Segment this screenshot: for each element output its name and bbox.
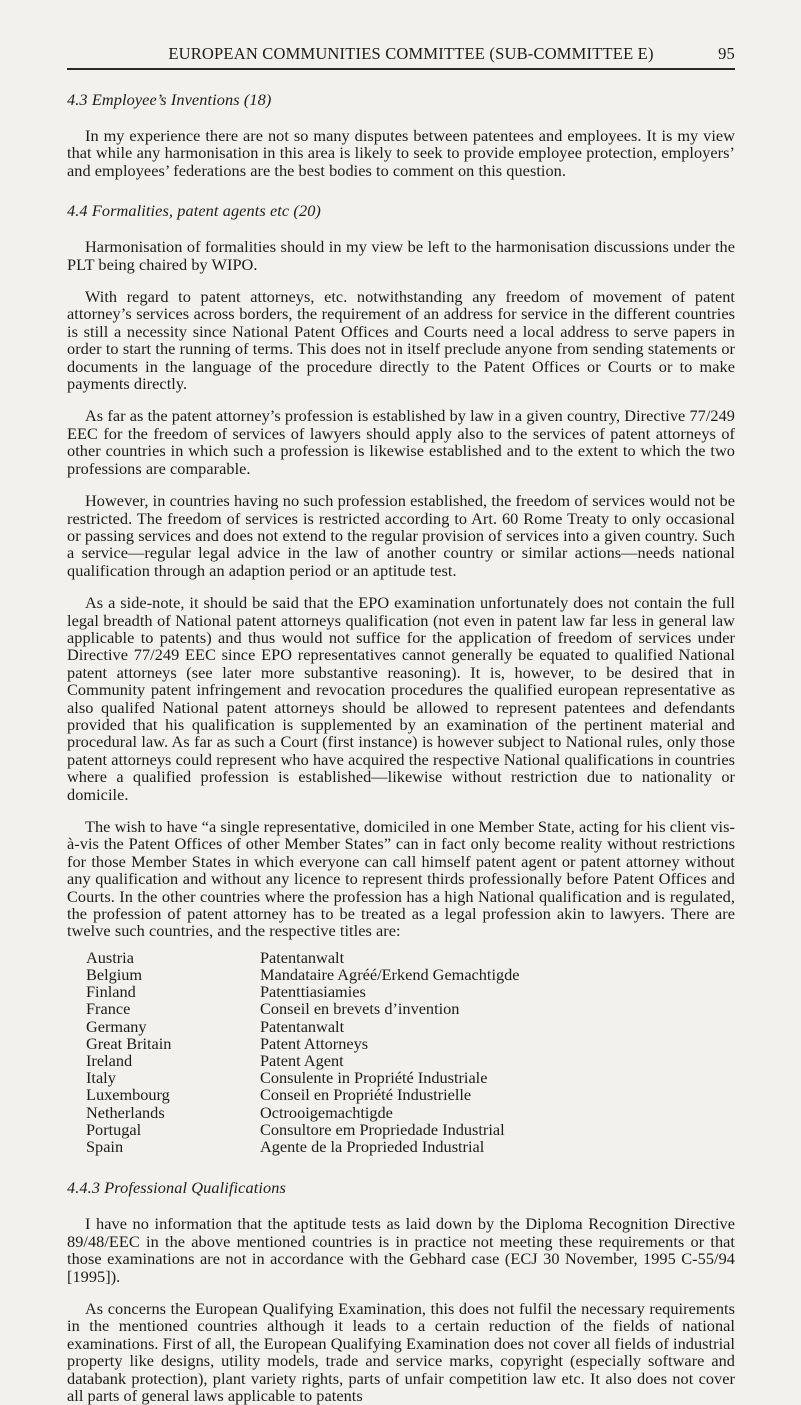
section-employee-inventions bbox=[67, 90, 735, 179]
table-row bbox=[86, 1000, 519, 1017]
table-row bbox=[86, 1052, 519, 1069]
title-cell: Patentanwalt bbox=[260, 1016, 345, 1036]
table-row bbox=[86, 983, 519, 1000]
table-row bbox=[86, 1138, 519, 1155]
section-heading: 4.4 Formalities, patent agents etc (20) bbox=[67, 201, 321, 221]
country-cell: Spain bbox=[86, 1137, 124, 1157]
title-cell: Consulente in Propriété Industriale bbox=[260, 1068, 488, 1088]
paragraph: With regard to patent attorneys, etc. notwithstanding any freedom of movement of patent attorney’s services across borders, the requirement of an address for service in the different countries is still a necessity since National Patent Offices and Courts need a local address to serve papers in order to start the running of terms. This does not in itself preclude anyone from sending statements or documents in the language of the procedure directly to the Patent Offices or Courts or to make payments directly. bbox=[67, 287, 735, 394]
title-cell: Patentanwalt bbox=[260, 947, 345, 967]
table-row bbox=[86, 1035, 519, 1052]
page-number: 95 bbox=[718, 44, 735, 63]
running-header bbox=[67, 0, 735, 64]
title-cell: Conseil en brevets d’invention bbox=[260, 999, 460, 1019]
title-cell: Patent Agent bbox=[260, 1051, 344, 1071]
title-cell: Consultore em Propriedade Industrial bbox=[260, 1119, 505, 1139]
paragraph: In my experience there are not so many disputes between patentees and employees. It is my view that while any harmonisation in this area is likely to seek to provide employee protection, employers’ and employees’ federations are the best bodies to comment on this question. bbox=[67, 126, 735, 180]
table-row bbox=[86, 949, 519, 966]
title-cell: Patenttiasiamies bbox=[260, 982, 366, 1002]
title-cell: Agente de la Proprieded Industrial bbox=[260, 1137, 485, 1157]
country-cell: Belgium bbox=[86, 965, 143, 985]
country-cell: Austria bbox=[86, 947, 134, 967]
table-row bbox=[86, 1018, 519, 1035]
table-row bbox=[86, 1104, 519, 1121]
header-rule bbox=[67, 68, 735, 70]
country-cell: Germany bbox=[86, 1016, 147, 1036]
paragraph: I have no information that the aptitude tests as laid down by the Diploma Recognition Directive 89/48/EEC in the above mentioned countries is in practice not meeting these requirements or that those examinations are not in accordance with the Gebhard case (ECJ 30 November, 1995 C-55/94 [1995]). bbox=[67, 1214, 735, 1286]
country-cell: Italy bbox=[86, 1068, 116, 1088]
title-cell: Patent Attorneys bbox=[260, 1033, 369, 1053]
paragraph: As far as the patent attorney’s profession is established by law in a given country, Directive 77/249 EEC for the freedom of services of lawyers should apply also to the services of patent attorneys of other countries in which such a profession is likewise established and to the extent to which the two professions are comparable. bbox=[67, 406, 735, 478]
paragraph: Harmonisation of formalities should in my view be left to the harmonisation discussions under the PLT being chaired by WIPO. bbox=[67, 237, 735, 274]
title-cell: Conseil en Propriété Industrielle bbox=[260, 1085, 472, 1105]
country-cell: Netherlands bbox=[86, 1102, 165, 1122]
section-heading: 4.4.3 Professional Qualifications bbox=[67, 1178, 286, 1198]
section-professional-qualifications bbox=[67, 1178, 735, 1404]
title-cell: Octrooigemachtigde bbox=[260, 1102, 393, 1122]
country-cell: Ireland bbox=[86, 1051, 133, 1071]
paragraph: However, in countries having no such profession established, the freedom of services would not be restricted. The freedom of services is restricted according to Art. 60 Rome Treaty to only occasional or passing services and does not extend to the regular provision of services into a given country. Such a service—regular legal advice in the law of another country or similar actions—needs national qualification through an adaption period or an aptitude test. bbox=[67, 491, 735, 580]
paragraph: As concerns the European Qualifying Examination, this does not fulfil the necessary requirements in the mentioned countries although it leads to a certain reduction of the fields of national examinations. First of all, the European Qualifying Examination does not cover all fields of industrial property like designs, utility models, trade and service marks, copyright (especially software and databank protection), plant variety rights, parts of unfair competition law etc. It also does not cover all parts of general laws applicable to patents bbox=[67, 1298, 735, 1405]
table-row bbox=[86, 1069, 519, 1086]
paragraph: The wish to have “a single representative, domiciled in one Member State, acting for his client vis-à-vis the Patent Offices of other Member States” can in fact only become reality without restrictions for those Member States in which everyone can call himself patent agent or patent attorney without any qualification and without any licence to represent thirds professionally before Patent Offices and Courts. In the other countries where the profession has a high National qualification and is regulated, the profession of patent attorney has to be treated as a legal profession akin to lawyers. There are twelve such countries, and the respective titles are: bbox=[67, 817, 735, 941]
country-cell: France bbox=[86, 999, 131, 1019]
header-title: EUROPEAN COMMUNITIES COMMITTEE (SUB-COMMITTEE E) bbox=[168, 44, 654, 63]
table-row bbox=[86, 1121, 519, 1138]
table-row bbox=[86, 966, 519, 983]
country-cell: Finland bbox=[86, 982, 136, 1002]
paragraph: As a side-note, it should be said that the EPO examination unfortunately does not contain the full legal breadth of National patent attorneys qualification (not even in patent law far less in general law applicable to patents) and thus would not suffice for the application of freedom of services under Directive 77/249 EEC since EPO representatives cannot generally be equated to qualified National patent attorneys (see later more substantive reasoning). It is, however, to be desired that in Community patent infringement and revocation procedures the qualified european representative as also qualifed National patent attorneys should be allowed to represent patentees and defendants provided that his qualification is supplemented by an examination of the pertinent material and procedural law. As far as such a Court (first instance) is however subject to National rules, only those patent attorneys could represent who have acquired the respective National qualifications in countries where a qualified profession is established—likewise without restriction due to nationality or domicile. bbox=[67, 593, 735, 804]
country-cell: Luxembourg bbox=[86, 1085, 170, 1105]
title-cell: Mandataire Agréé/Erkend Gemachtigde bbox=[260, 965, 520, 985]
table-row bbox=[86, 1086, 519, 1103]
country-cell: Great Britain bbox=[86, 1033, 172, 1053]
section-formalities bbox=[67, 201, 735, 1155]
professional-titles-table bbox=[86, 949, 519, 1155]
country-cell: Portugal bbox=[86, 1119, 142, 1139]
section-heading: 4.3 Employee’s Inventions (18) bbox=[67, 90, 272, 109]
